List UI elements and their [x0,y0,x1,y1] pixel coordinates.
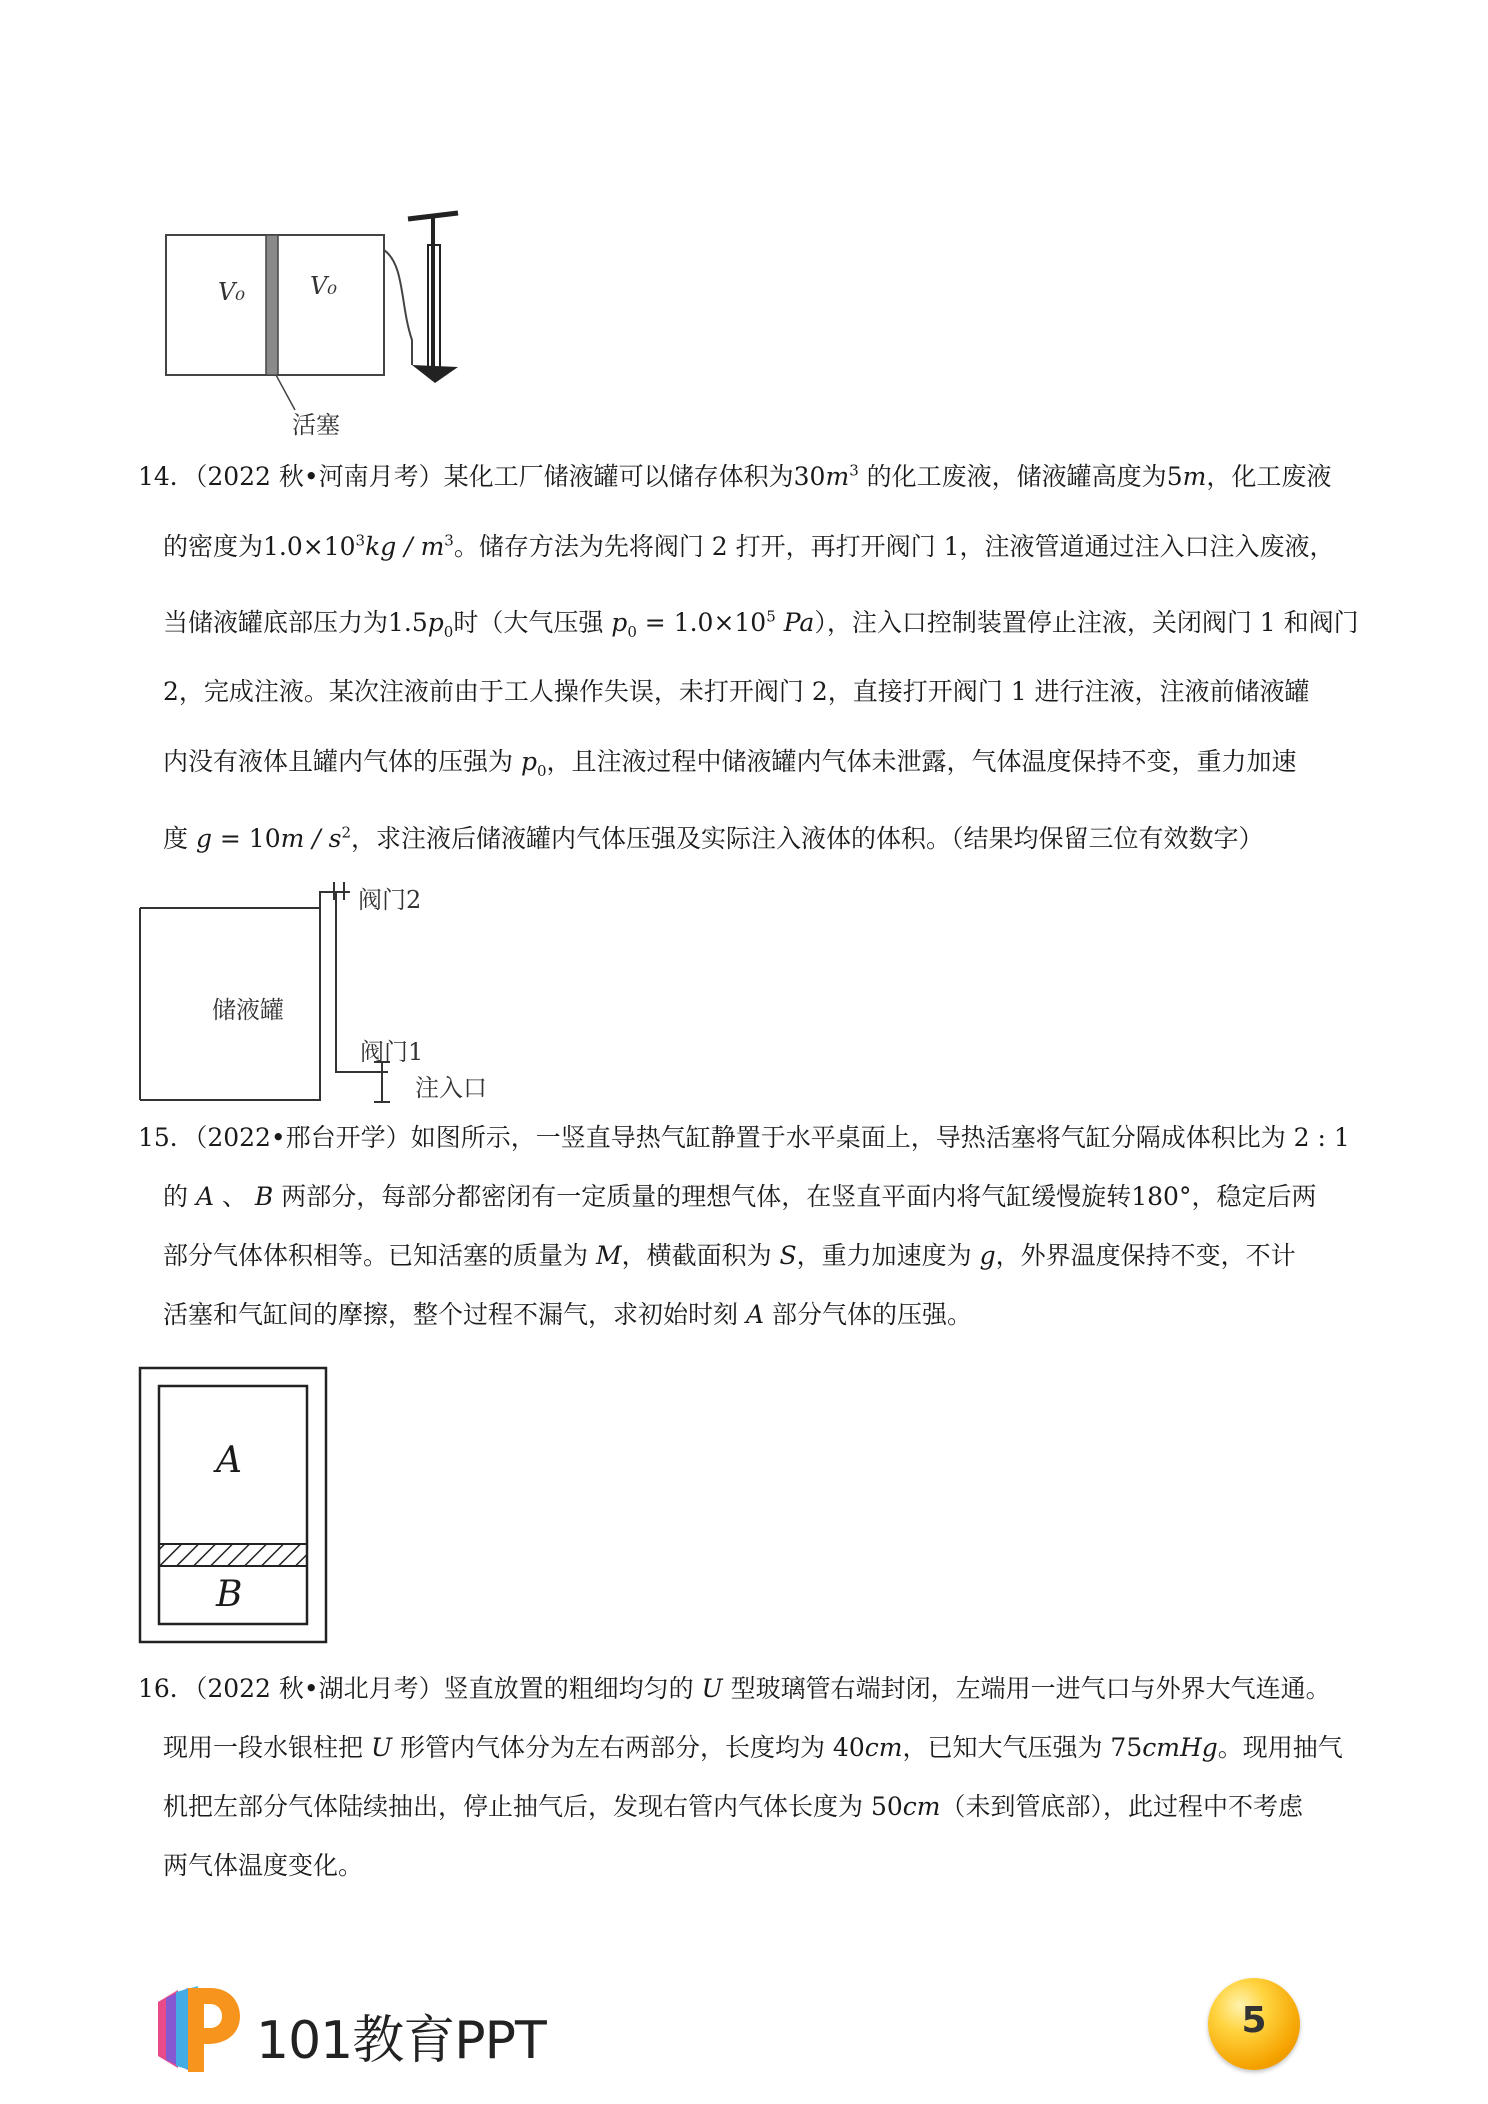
label-valve2: 阀门2 [358,886,422,914]
q16-line2: 现用一段水银柱把 U 形管内气体分为左右两部分，长度均为 40cm，已知大气压强为 75cmHg。现用抽气 [163,1733,1343,1762]
q16-source: （2022 秋•湖北月考） [194,1674,444,1703]
q15-number: 15． [138,1123,195,1152]
label-v0-left: V₀ [218,278,245,306]
label-inlet: 注入口 [415,1074,487,1102]
q16-line3: 机把左部分气体陆续抽出，停止抽气后，发现右管内气体长度为 50cm（未到管底部），此过程中不考虑 [163,1792,1303,1821]
q14-line6: 度 $g = 10m / s^2$，求注液后储液罐内气体压强及实际注入液体的体积。（结果均保留三位有效数字） [163,823,1264,853]
q14-number: 14． [138,462,195,491]
brand-name: 101教育PPT [256,2011,546,2071]
q16-line4: 两气体温度变化。 [163,1851,364,1880]
q15-line3: 部分气体体积相等。已知活塞的质量为 M，横截面积为 S，重力加速度为 g，外界温度保持不变，不计 [163,1241,1296,1270]
q16-line1: 16．（2022 秋•湖北月考）竖直放置的粗细均匀的 U 型玻璃管右端封闭，左端用一进气口与外界大气连通。 [138,1674,1331,1703]
page-number: 5 [1241,2000,1267,2041]
q14-line4: 2，完成注液。某次注液前由于工人操作失误，未打开阀门 2，直接打开阀门 1 进行注液，注液前储液罐 [163,677,1310,706]
label-tank: 储液罐 [212,996,284,1024]
q14-line2: 的密度为$1.0\times 10^3kg / m^3$。储存方法为先将阀门 2 打开，再打开阀门 1，注液管道通过注入口注入废液， [163,531,1335,561]
brand-logo-icon [148,1982,242,2076]
label-b: B [216,1574,243,1615]
q15-line4: 活塞和气缸间的摩擦，整个过程不漏气，求初始时刻 A 部分气体的压强。 [163,1300,972,1329]
q15-line2: 的 A 、 B 两部分，每部分都密闭有一定质量的理想气体，在竖直平面内将气缸缓慢旋转180°，稳定后两 [163,1182,1317,1211]
label-piston: 活塞 [292,411,340,439]
label-a: A [216,1440,242,1481]
q16-number: 16． [138,1674,195,1703]
label-valve1: 阀门1 [360,1038,424,1066]
pump-hose [384,250,412,365]
q15-source: （2022•邢台开学） [194,1123,411,1152]
piston [266,235,278,375]
q14-line3: 当储液罐底部压力为$1.5p_0$时（大气压强 $p_0 = 1.0\times 10^5$ Pa），注入口控制装置停止注液，关闭阀门 1 和阀门 [163,607,1359,641]
pump-base [412,365,458,383]
page-number-badge [1208,1978,1300,2070]
q15-line1: 15．（2022•邢台开学）如图所示，一竖直导热气缸静置于水平桌面上，导热活塞将气缸分隔成体积比为 2 : 1 [138,1123,1350,1152]
q14-source: （2022 秋•河南月考） [194,462,444,491]
q14-line1: 14．（2022 秋•河南月考）某化工厂储液罐可以储存体积为$30m^3$ 的化工废液，储液罐高度为5m，化工废液 [138,461,1332,491]
label-v0-right: V₀ [310,272,337,300]
q14-line5: 内没有液体且罐内气体的压强为 $p_0$，且注液过程中储液罐内气体未泄露，气体温度保持不变，重力加速 [163,747,1297,780]
piston [159,1544,307,1566]
